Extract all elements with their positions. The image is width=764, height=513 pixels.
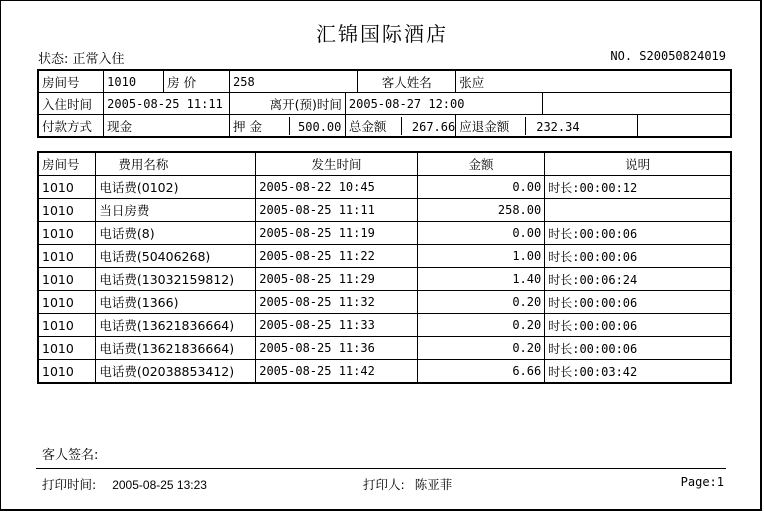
info-row-2 [38, 93, 731, 115]
printer [363, 475, 452, 493]
cell-amount: 258.00 [417, 199, 544, 222]
cell-amount: 1.00 [417, 245, 544, 268]
status-label: 状态: [38, 52, 69, 67]
cell-item: 电话费(50406268) [96, 245, 256, 268]
col-header-item: 费用名称 [96, 152, 256, 176]
cell-room: 1010 [38, 314, 96, 337]
cell-room: 1010 [38, 245, 96, 268]
cell-amount: 1.40 [417, 268, 544, 291]
col-header-note: 说明 [545, 152, 731, 176]
cell-amount: 0.00 [417, 222, 544, 245]
cell-time: 2005-08-25 11:42 [256, 360, 418, 384]
room-no-label: 房间号 [38, 70, 104, 93]
cell-note: 时长:00:00:06 [545, 291, 731, 314]
col-header-amount: 金额 [417, 152, 544, 176]
cell-time: 2005-08-25 11:32 [256, 291, 418, 314]
cell-item: 电话费(13032159812) [96, 268, 256, 291]
cell-note: 时长:00:00:06 [545, 314, 731, 337]
guest-info-table [37, 69, 732, 138]
cell-note: 时长:00:06:24 [545, 268, 731, 291]
guest-signature-label: 客人签名: [42, 448, 99, 463]
hotel-title: 汇锦国际酒店 [316, 22, 448, 46]
document-number: NO. S20050824019 [610, 49, 726, 63]
cell-note [545, 199, 731, 222]
guest-name-value: 张应 [456, 70, 543, 93]
printer-value: 陈亚菲 [414, 477, 453, 492]
room-no-value: 1010 [104, 70, 164, 93]
price-label: 房 价 [164, 70, 230, 93]
checkout-label: 离开(预)时间 [230, 93, 346, 115]
table-row [38, 360, 731, 384]
cell-note: 时长:00:00:12 [545, 176, 731, 199]
cell-amount: 0.00 [417, 176, 544, 199]
table-row [38, 176, 731, 199]
cell-room: 1010 [38, 291, 96, 314]
cell-room: 1010 [38, 199, 96, 222]
checkin-label: 入住时间 [38, 93, 104, 115]
refund-cell [456, 115, 638, 138]
deposit-value: 500.00 [298, 119, 342, 134]
cell-time: 2005-08-25 11:11 [256, 199, 418, 222]
cell-room: 1010 [38, 222, 96, 245]
cell-item: 电话费(1366) [96, 291, 256, 314]
info-row-1 [38, 70, 731, 93]
table-row [38, 199, 731, 222]
refund-value: 232.34 [536, 119, 580, 134]
cell-room: 1010 [38, 360, 96, 384]
page-number: Page:1 [680, 475, 724, 489]
status-line [38, 48, 125, 67]
cell-note: 时长:00:00:06 [545, 245, 731, 268]
deposit-label: 押 金 [230, 117, 290, 135]
print-time-value: 2005-08-25 13:23 [112, 478, 207, 492]
col-header-time: 发生时间 [256, 152, 418, 176]
cell-note: 时长:00:00:06 [545, 222, 731, 245]
printer-label: 打印人: [363, 477, 405, 492]
payment-value: 现金 [104, 115, 230, 138]
cell-time: 2005-08-25 11:36 [256, 337, 418, 360]
total-value: 267.66 [411, 119, 456, 134]
table-row [38, 245, 731, 268]
price-value: 258 [230, 70, 358, 93]
cell-note: 时长:00:00:06 [545, 337, 731, 360]
table-row [38, 291, 731, 314]
charges-header-row [38, 152, 731, 176]
print-time-label: 打印时间: [42, 477, 97, 492]
cell-time: 2005-08-25 11:22 [256, 245, 418, 268]
cell-room: 1010 [38, 176, 96, 199]
charges-table [37, 151, 732, 384]
total-label: 总金额 [346, 117, 402, 135]
cell-amount: 6.66 [417, 360, 544, 384]
cell-time: 2005-08-25 11:19 [256, 222, 418, 245]
status-value: 正常入住 [72, 52, 125, 67]
payment-label: 付款方式 [38, 115, 104, 138]
info-empty-2 [543, 93, 731, 115]
cell-item: 电话费(02038853412) [96, 360, 256, 384]
cell-item: 电话费(0102) [96, 176, 256, 199]
cell-amount: 0.20 [417, 314, 544, 337]
cell-amount: 0.20 [417, 337, 544, 360]
refund-label: 应退金额 [456, 117, 526, 135]
cell-item: 电话费(8) [96, 222, 256, 245]
cell-room: 1010 [38, 337, 96, 360]
table-row [38, 314, 731, 337]
table-row [38, 337, 731, 360]
col-header-room: 房间号 [38, 152, 96, 176]
total-cell [345, 115, 455, 138]
print-time [42, 475, 207, 493]
deposit-cell [230, 115, 346, 138]
cell-note: 时长:00:03:42 [545, 360, 731, 384]
table-row [38, 268, 731, 291]
cell-time: 2005-08-22 10:45 [256, 176, 418, 199]
cell-time: 2005-08-25 11:29 [256, 268, 418, 291]
guest-name-label: 客人姓名 [358, 70, 456, 93]
cell-item: 电话费(13621836664) [96, 337, 256, 360]
checkout-value: 2005-08-27 12:00 [345, 93, 543, 115]
cell-amount: 0.20 [417, 291, 544, 314]
cell-item: 当日房费 [96, 199, 256, 222]
cell-item: 电话费(13621836664) [96, 314, 256, 337]
info-row-3 [38, 115, 731, 138]
checkin-value: 2005-08-25 11:11 [104, 93, 230, 115]
footer-divider [36, 468, 726, 469]
cell-room: 1010 [38, 268, 96, 291]
table-row [38, 222, 731, 245]
cell-time: 2005-08-25 11:33 [256, 314, 418, 337]
info-empty-1 [543, 70, 731, 93]
